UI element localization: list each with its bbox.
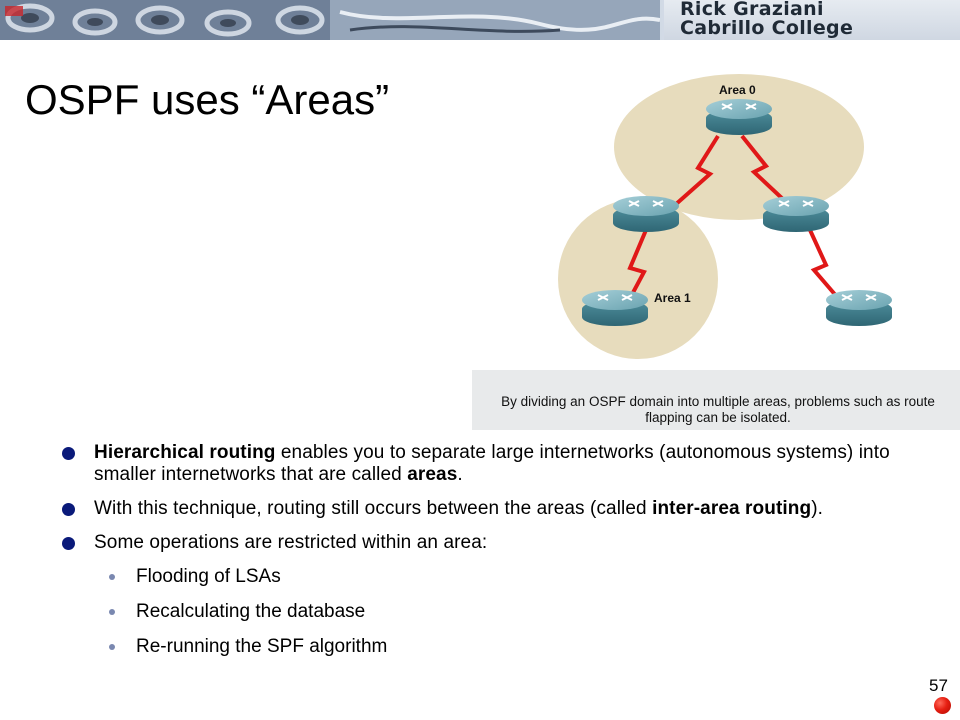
bullet-text-part: With this technique, routing still occurs between the areas (called — [94, 498, 653, 519]
serial-link-icon — [810, 230, 838, 298]
sub-bullet-dot-icon — [109, 574, 115, 580]
bullet-dot-icon — [62, 447, 75, 460]
sub-bullet-dot-icon — [109, 609, 115, 615]
ospf-areas-figure — [470, 70, 960, 432]
sub-bullet-item — [60, 566, 920, 588]
figure-caption: By dividing an OSPF domain into multiple areas, problems such as route flapping can be isolated. — [501, 394, 935, 425]
figure-caption-box — [472, 370, 960, 430]
area-1-label: Area 1 — [654, 291, 691, 305]
bullet-bold-text: areas — [407, 464, 458, 485]
router-icon — [613, 196, 679, 232]
area-0-label: Area 0 — [719, 83, 756, 97]
bullet-bold-text: inter-area routing — [652, 498, 812, 519]
router-icon — [706, 99, 772, 135]
router-icon — [826, 290, 892, 326]
bullet-text-part: ). — [811, 498, 823, 519]
page-number: 57 — [929, 676, 948, 695]
sub-bullet-text: Recalculating the database — [136, 601, 366, 622]
bullet-text-part: Some operations are restricted within an area: — [94, 532, 488, 553]
sub-bullet-dot-icon — [109, 644, 115, 650]
bullet-text-part: enables you to separate large internetworks (autonomous systems) into smaller internetworks that are called — [94, 442, 890, 485]
router-icon — [582, 290, 648, 326]
router-icon — [763, 196, 829, 232]
bullet-bold-text: Hierarchical routing — [94, 442, 276, 463]
bullet-text — [94, 442, 890, 485]
red-dot-icon — [934, 697, 951, 714]
sub-bullet-text: Re-running the SPF algorithm — [136, 636, 388, 657]
bullet-item — [60, 498, 920, 520]
author-name: Rick Graziani — [680, 0, 824, 20]
sub-bullet-text: Flooding of LSAs — [136, 566, 281, 587]
bullet-dot-icon — [62, 537, 75, 550]
bullet-item — [60, 442, 920, 486]
sub-bullet-item — [60, 601, 920, 623]
banner-photo-decor — [0, 0, 660, 40]
bullet-item — [60, 532, 920, 554]
college-name: Cabrillo College — [680, 17, 854, 39]
ospf-topology-diagram — [470, 70, 960, 370]
banner-brand — [664, 0, 960, 40]
slide-title: OSPF uses “Areas” — [25, 76, 390, 123]
bullet-text — [94, 498, 823, 519]
header-banner — [0, 0, 960, 40]
sub-bullet-item — [60, 636, 920, 658]
bullet-text-part: . — [457, 464, 463, 485]
bullet-dot-icon — [62, 503, 75, 516]
bullet-text — [94, 532, 487, 553]
bullet-list — [60, 442, 920, 671]
